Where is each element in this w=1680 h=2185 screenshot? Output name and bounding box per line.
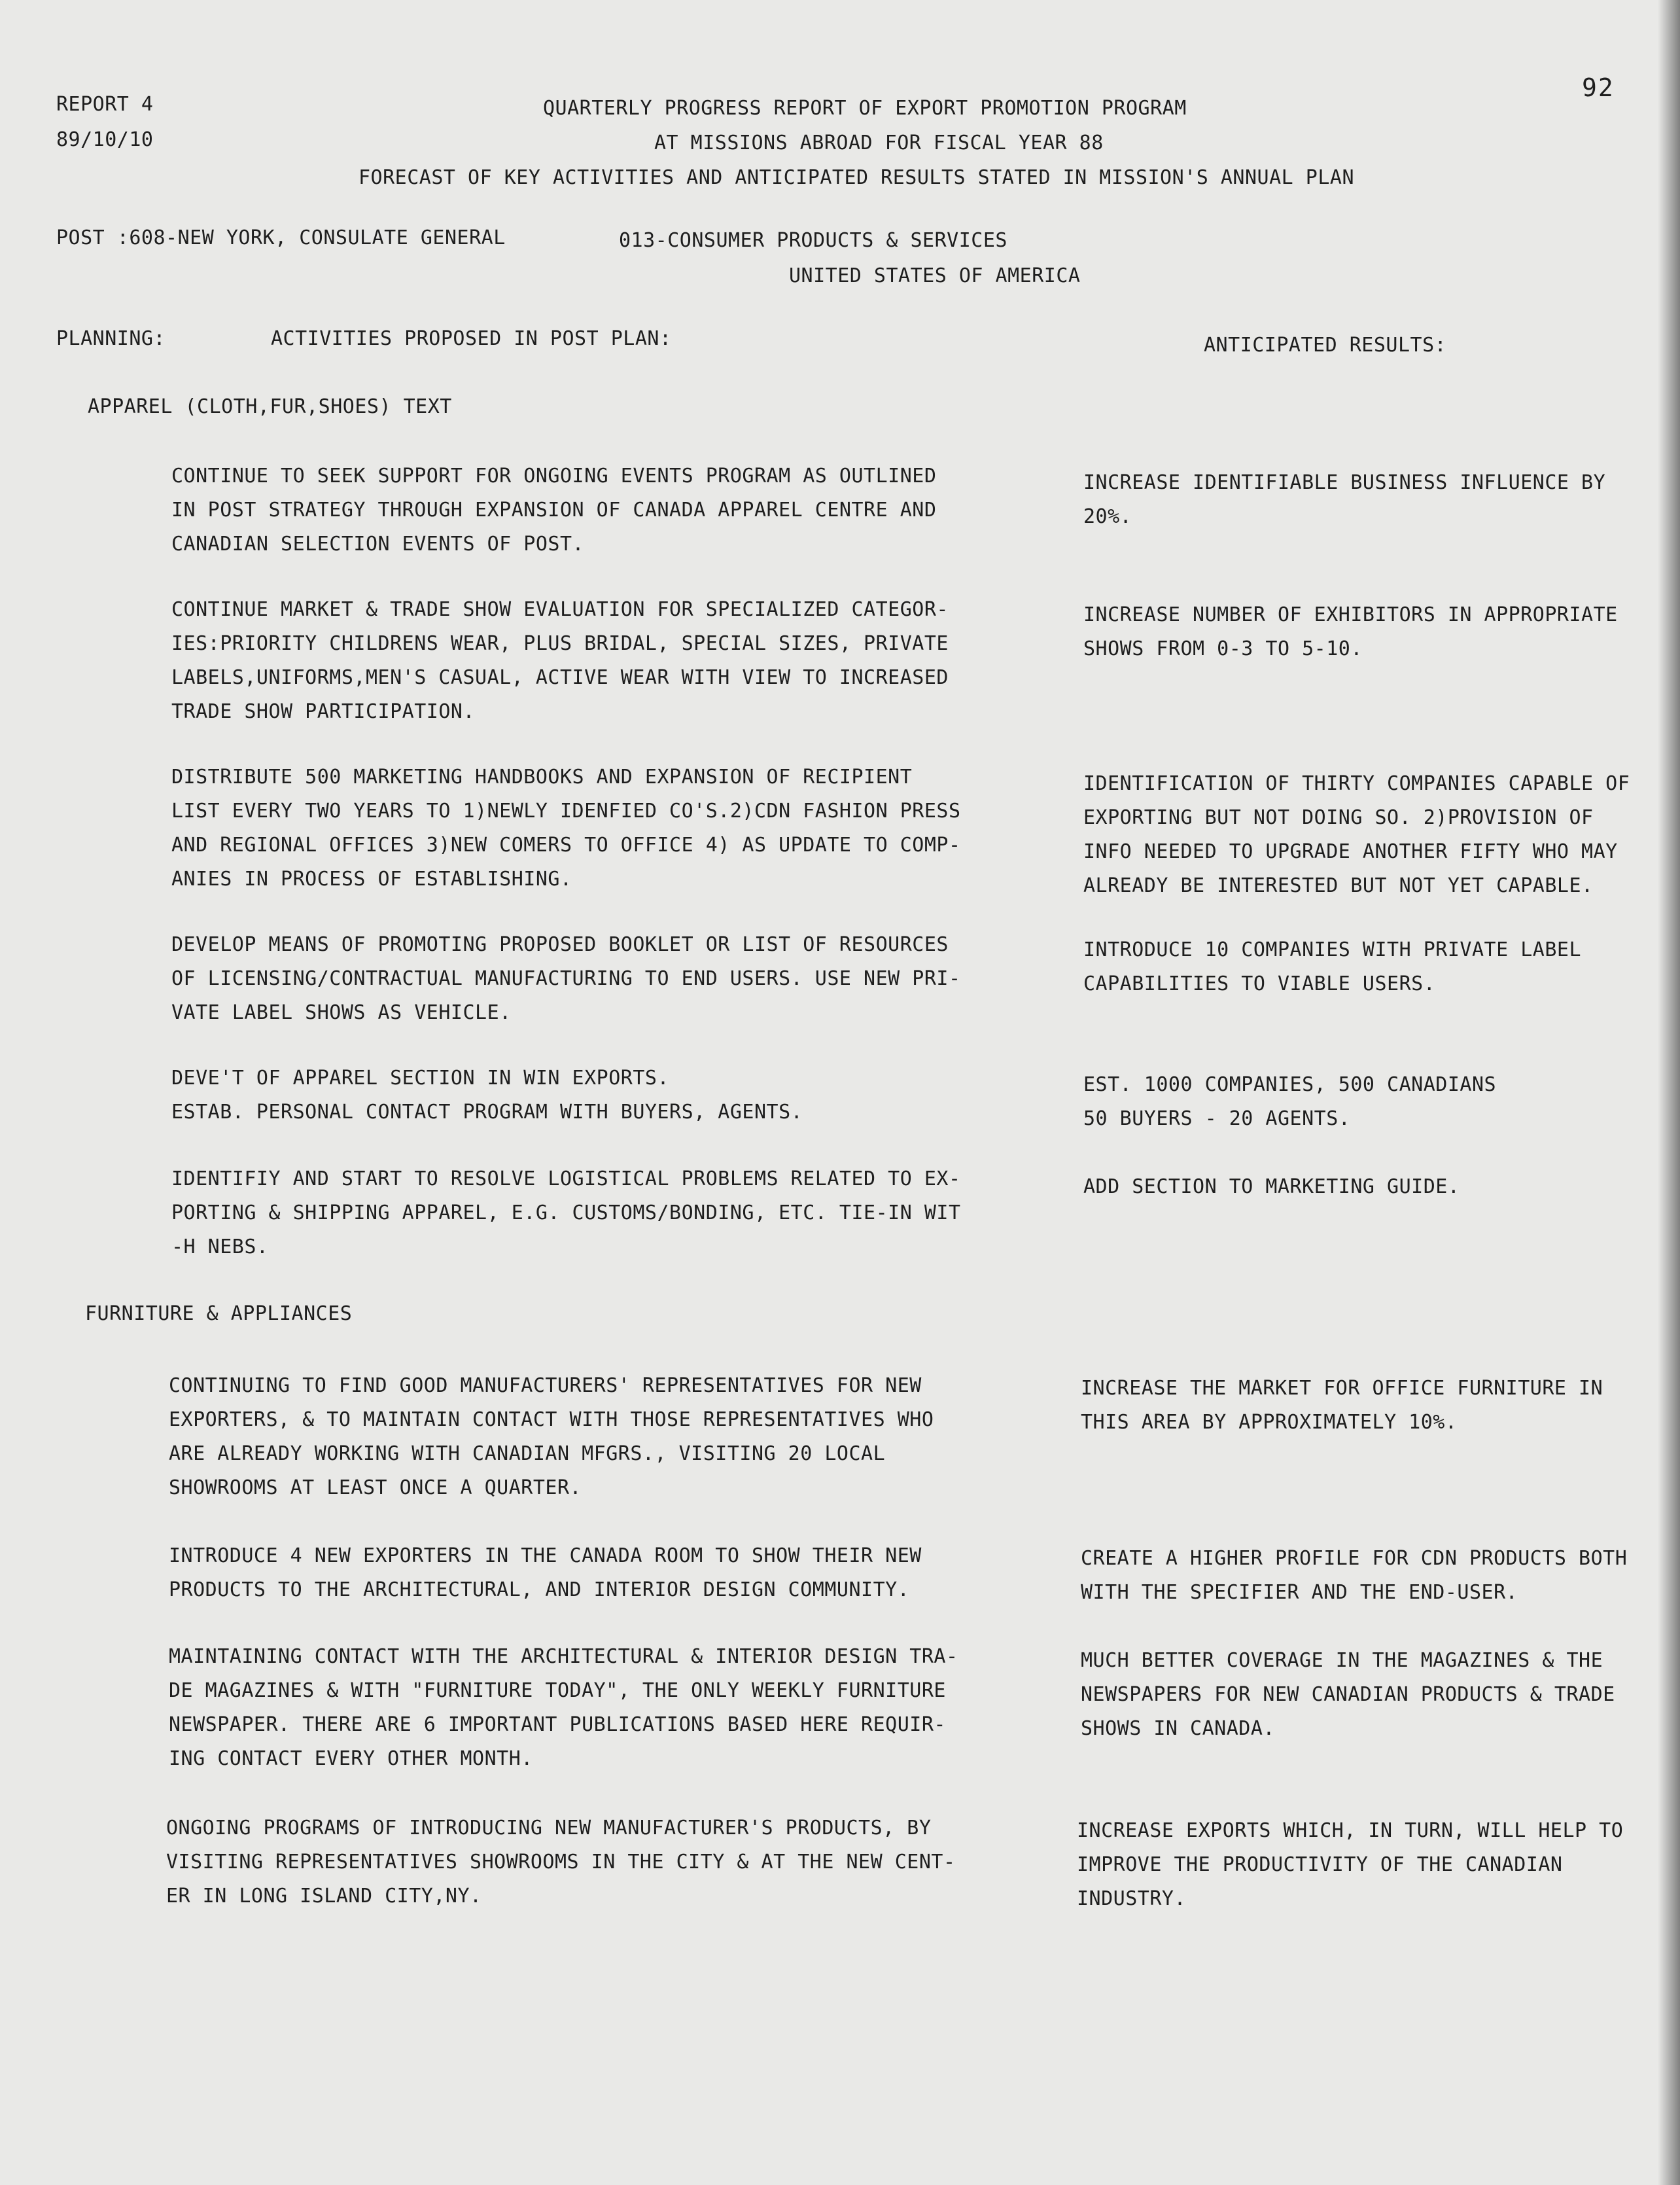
activity-line: DEVELOP MEANS OF PROMOTING PROPOSED BOOKLET OR LIST OF RESOURCES	[171, 933, 949, 956]
result-line: INDUSTRY.	[1077, 1887, 1187, 1910]
activity-line: IES:PRIORITY CHILDRENS WEAR, PLUS BRIDAL, SPECIAL SIZES, PRIVATE	[171, 632, 949, 655]
report-title-line-2: AT MISSIONS ABROAD FOR FISCAL YEAR 88	[654, 132, 1104, 154]
activity-line: DEVE'T OF APPAREL SECTION IN WIN EXPORTS.	[171, 1067, 670, 1090]
result-line: INCREASE NUMBER OF EXHIBITORS IN APPROPRIATE	[1083, 603, 1618, 626]
page-edge-shadow	[1658, 0, 1680, 2185]
planning-heading: PLANNING:	[56, 327, 166, 350]
result-line: MUCH BETTER COVERAGE IN THE MAGAZINES & THE	[1081, 1649, 1603, 1672]
furniture-result-3	[1081, 1644, 1615, 1746]
furniture-activity-2	[169, 1539, 922, 1607]
apparel-result-4	[1083, 933, 1581, 1001]
sector-label: 013-CONSUMER PRODUCTS & SERVICES	[619, 229, 1007, 252]
apparel-activity-5	[171, 1061, 803, 1129]
furniture-activity-1	[169, 1369, 934, 1505]
activity-line: ER IN LONG ISLAND CITY,NY.	[166, 1885, 482, 1908]
activity-line: DE MAGAZINES & WITH "FURNITURE TODAY", THE ONLY WEEKLY FURNITURE	[169, 1679, 946, 1702]
activity-line: LABELS,UNIFORMS,MEN'S CASUAL, ACTIVE WEAR WITH VIEW TO INCREASED	[171, 666, 949, 689]
activity-line: TRADE SHOW PARTICIPATION.	[171, 700, 476, 723]
apparel-result-3	[1083, 767, 1630, 903]
result-line: 50 BUYERS - 20 AGENTS.	[1083, 1107, 1351, 1130]
result-line: ALREADY BE INTERESTED BUT NOT YET CAPABLE.	[1083, 874, 1594, 897]
activity-line: CANADIAN SELECTION EVENTS OF POST.	[171, 533, 585, 556]
apparel-result-5	[1083, 1068, 1496, 1136]
result-line: INCREASE EXPORTS WHICH, IN TURN, WILL HELP TO	[1077, 1819, 1624, 1842]
result-line: INCREASE THE MARKET FOR OFFICE FURNITURE IN	[1081, 1377, 1603, 1400]
apparel-result-6	[1083, 1170, 1460, 1204]
result-line: CREATE A HIGHER PROFILE FOR CDN PRODUCTS BOTH	[1081, 1547, 1628, 1570]
result-line: SHOWS FROM 0-3 TO 5-10.	[1083, 637, 1363, 660]
post-label: POST :608-NEW YORK, CONSULATE GENERAL	[56, 226, 506, 249]
result-line: INTRODUCE 10 COMPANIES WITH PRIVATE LABEL	[1083, 938, 1582, 961]
apparel-result-2	[1083, 598, 1618, 666]
page-number: 92	[1582, 73, 1615, 102]
result-line: WITH THE SPECIFIER AND THE END-USER.	[1081, 1581, 1518, 1604]
section-heading-apparel: APPAREL (CLOTH,FUR,SHOES) TEXT	[88, 395, 452, 418]
activity-line: CONTINUE TO SEEK SUPPORT FOR ONGOING EVENTS PROGRAM AS OUTLINED	[171, 465, 937, 488]
results-heading: ANTICIPATED RESULTS:	[1204, 334, 1447, 357]
apparel-activity-4	[171, 928, 961, 1030]
activity-line: AND REGIONAL OFFICES 3)NEW COMERS TO OFFICE 4) AS UPDATE TO COMP-	[171, 834, 961, 857]
activity-line: INTRODUCE 4 NEW EXPORTERS IN THE CANADA ROOM TO SHOW THEIR NEW	[169, 1544, 922, 1567]
apparel-activity-2	[171, 593, 949, 729]
activity-line: ESTAB. PERSONAL CONTACT PROGRAM WITH BUYERS, AGENTS.	[171, 1101, 803, 1124]
report-label: REPORT 4	[56, 93, 154, 116]
section-heading-furniture: FURNITURE & APPLIANCES	[85, 1302, 353, 1325]
result-line: EST. 1000 COMPANIES, 500 CANADIANS	[1083, 1073, 1497, 1096]
activity-line: CONTINUE MARKET & TRADE SHOW EVALUATION FOR SPECIALIZED CATEGOR-	[171, 598, 949, 621]
furniture-result-2	[1081, 1542, 1627, 1610]
apparel-activity-6	[171, 1162, 961, 1264]
activity-line: CONTINUING TO FIND GOOD MANUFACTURERS' REPRESENTATIVES FOR NEW	[169, 1374, 922, 1397]
activity-line: PORTING & SHIPPING APPAREL, E.G. CUSTOMS/BONDING, ETC. TIE-IN WIT	[171, 1201, 961, 1224]
furniture-activity-4	[166, 1811, 956, 1913]
report-title-line-3: FORECAST OF KEY ACTIVITIES AND ANTICIPATED RESULTS STATED IN MISSION'S ANNUAL PLAN	[359, 166, 1355, 189]
activity-line: ONGOING PROGRAMS OF INTRODUCING NEW MANUFACTURER'S PRODUCTS, BY	[166, 1817, 932, 1839]
activity-line: NEWSPAPER. THERE ARE 6 IMPORTANT PUBLICATIONS BASED HERE REQUIR-	[169, 1713, 946, 1736]
activity-line: VISITING REPRESENTATIVES SHOWROOMS IN THE CITY & AT THE NEW CENT-	[166, 1851, 956, 1874]
result-line: INCREASE IDENTIFIABLE BUSINESS INFLUENCE BY	[1083, 471, 1606, 494]
furniture-activity-3	[169, 1640, 958, 1776]
activity-line: DISTRIBUTE 500 MARKETING HANDBOOKS AND EXPANSION OF RECIPIENT	[171, 766, 913, 789]
activity-line: VATE LABEL SHOWS AS VEHICLE.	[171, 1001, 512, 1024]
activity-line: LIST EVERY TWO YEARS TO 1)NEWLY IDENFIED CO'S.2)CDN FASHION PRESS	[171, 800, 961, 823]
result-line: CAPABILITIES TO VIABLE USERS.	[1083, 972, 1436, 995]
apparel-result-1	[1083, 466, 1605, 534]
result-line: THIS AREA BY APPROXIMATELY 10%.	[1081, 1411, 1458, 1434]
report-title-line-1: QUARTERLY PROGRESS REPORT OF EXPORT PROMOTION PROGRAM	[543, 97, 1187, 120]
activity-line: ING CONTACT EVERY OTHER MONTH.	[169, 1747, 533, 1770]
result-line: IDENTIFICATION OF THIRTY COMPANIES CAPABLE OF	[1083, 772, 1630, 795]
apparel-activity-3	[171, 760, 961, 897]
result-line: NEWSPAPERS FOR NEW CANADIAN PRODUCTS & TRADE	[1081, 1683, 1615, 1706]
activity-line: IDENTIFIY AND START TO RESOLVE LOGISTICAL PROBLEMS RELATED TO EX-	[171, 1167, 961, 1190]
report-date: 89/10/10	[56, 128, 154, 151]
country-label: UNITED STATES OF AMERICA	[789, 264, 1081, 287]
furniture-result-1	[1081, 1372, 1603, 1440]
activity-line: SHOWROOMS AT LEAST ONCE A QUARTER.	[169, 1476, 582, 1499]
activities-heading: ACTIVITIES PROPOSED IN POST PLAN:	[271, 327, 672, 350]
activity-line: -H NEBS.	[171, 1235, 269, 1258]
activity-line: ANIES IN PROCESS OF ESTABLISHING.	[171, 868, 572, 891]
result-line: 20%.	[1083, 505, 1132, 528]
result-line: SHOWS IN CANADA.	[1081, 1717, 1275, 1740]
activity-line: IN POST STRATEGY THROUGH EXPANSION OF CANADA APPAREL CENTRE AND	[171, 499, 937, 522]
result-line: EXPORTING BUT NOT DOING SO. 2)PROVISION OF	[1083, 806, 1594, 829]
result-line: IMPROVE THE PRODUCTIVITY OF THE CANADIAN	[1077, 1853, 1563, 1876]
activity-line: MAINTAINING CONTACT WITH THE ARCHITECTURAL & INTERIOR DESIGN TRA-	[169, 1645, 958, 1668]
activity-line: PRODUCTS TO THE ARCHITECTURAL, AND INTERIOR DESIGN COMMUNITY.	[169, 1578, 910, 1601]
result-line: INFO NEEDED TO UPGRADE ANOTHER FIFTY WHO MAY	[1083, 840, 1618, 863]
furniture-result-4	[1077, 1814, 1623, 1916]
activity-line: ARE ALREADY WORKING WITH CANADIAN MFGRS., VISITING 20 LOCAL	[169, 1442, 886, 1465]
apparel-activity-1	[171, 459, 936, 561]
activity-line: OF LICENSING/CONTRACTUAL MANUFACTURING TO END USERS. USE NEW PRI-	[171, 967, 961, 990]
result-line: ADD SECTION TO MARKETING GUIDE.	[1083, 1175, 1460, 1198]
activity-line: EXPORTERS, & TO MAINTAIN CONTACT WITH THOSE REPRESENTATIVES WHO	[169, 1408, 934, 1431]
